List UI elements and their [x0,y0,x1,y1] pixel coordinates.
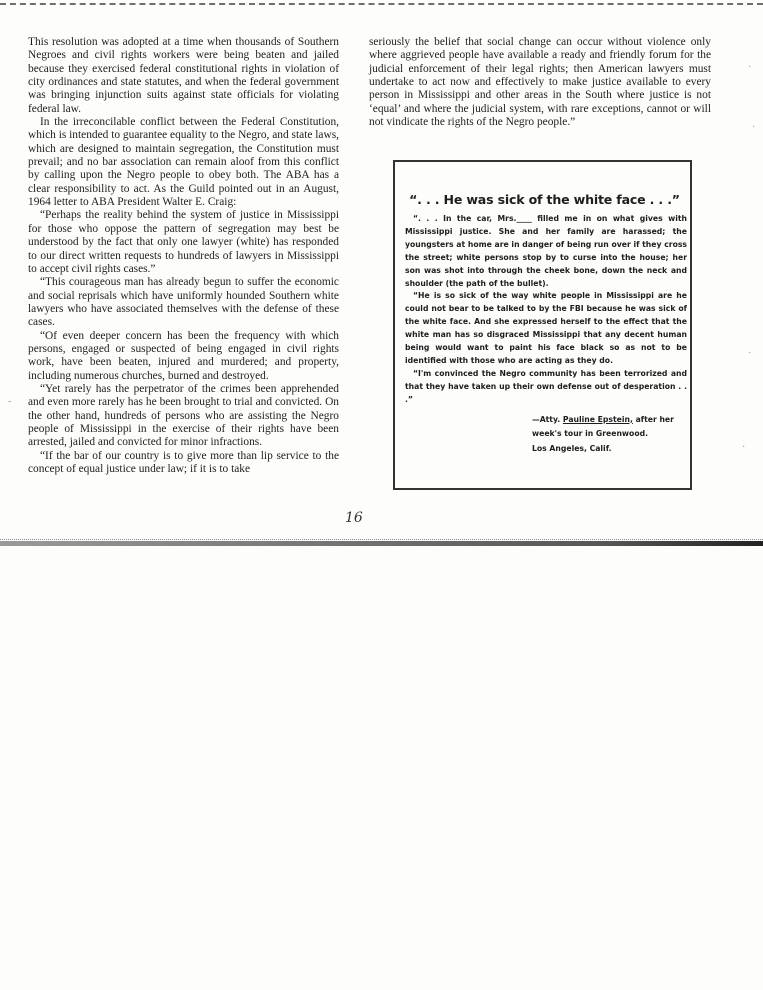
quote-paragraph: “. . . In the car, Mrs.____ filled me in on what gives with Mississippi justice. She and her family are harassed; the youngsters at home are in danger of being run over if they cross the street; white persons stop by to curse into the house; her son was shot into through the cheek bone, down the neck and shoulder (the path of the bullet). [405,214,687,288]
paragraph: “If the bar of our country is to give more than lip service to the concept of equal justice under law; if it is to take [28,449,339,475]
page-number: 16 [345,510,363,526]
paragraph: This resolution was adopted at a time when thousands of Southern Negroes and civil rights workers were being beaten and jailed because they exercised federal constitutional rights in violation of city ordinances and state statutes, and when the federal government was bringing injunction suits against state officials for violating federal law. [28,36,339,115]
attribution-line-1 [532,413,688,428]
scan-speck: · [742,442,746,453]
quote-box-heading: “. . . He was sick of the white face . . .” [409,192,680,207]
scan-speck: - [8,396,12,407]
paragraph: “Of even deeper concern has been the frequency with which persons, engaged or suspected of being engaged in civil rights work, have been beaten, injured and murdered; and property, including numerous churches, burned and destroyed. [28,329,339,382]
attribution-line-3: Los Angeles, Calif. [532,443,612,453]
paragraph: seriously the belief that social change can occur without violence only where aggrieved people have available a ready and friendly forum for the judicial enforcement of their legal rights; then American lawyers must undertake to act now and effectively to make justice available to every person in Mississippi and other areas in the South where justice is not ‘equal’ and where the judicial system, with rare exceptions, cannot or will not vindicate the rights of the Negro people.” [369,36,711,129]
quote-paragraph: “He is so sick of the way white people in Mississippi are he could not bear to be talked to by the FBI because he was sick of the white face. And she expressed herself to the effect that the white man has so disgraced Mississippi that any decent human being would want to paint his face black so as not to be identified with those who are acting as they do. [405,291,687,365]
paragraph: “Yet rarely has the perpetrator of the crimes been apprehended and even more rarely has he been brought to trial and convicted. On the other hand, hundreds of persons who are assisting the Negro people of Mississippi in the exercise of their rights have been arrested, jailed and convicted for minor infractions. [28,382,339,449]
scan-speck: · [748,62,752,73]
attribution-name: Pauline Epstein, [562,414,633,424]
paragraph: “This courageous man has already begun to suffer the economic and social reprisals which have uniformly hounded Southern white lawyers who have associated themselves with the defense of these cases. [28,276,339,329]
quote-attribution [532,413,688,457]
quote-box-body [401,213,688,407]
bottom-rule [0,541,763,546]
attribution-prefix: —Atty. [532,414,561,424]
left-column [28,36,339,476]
quote-paragraph: “I'm convinced the Negro community has been terrorized and that they have taken up their own defense out of desperation . . .” [405,368,687,404]
bottom-rule-dotted [0,539,763,540]
scan-speck: · [752,122,756,133]
right-column [369,36,711,129]
attribution-line-2: week's tour in Greenwood. [532,429,649,439]
top-rule [0,3,763,5]
quote-box [393,160,692,490]
attribution-after: after her [635,414,674,424]
paragraph: In the irreconcilable conflict between the Federal Constitution, which is intended to guarantee equality to the Negro, and state laws, which are designed to maintain segregation, the Constitution must prevail; and no bar association can remain aloof from this conflict by calling upon the Negro people to obey both. The ABA has a clear responsibility to act. As the Guild pointed out in an August, 1964 letter to ABA President Walter E. Craig: [28,116,339,209]
paragraph: “Perhaps the reality behind the system of justice in Mississippi for those who oppose the pattern of segregation may best be understood by the fact that only one lawyer (white) has responded to our direct written requests to hundreds of lawyers in Mississippi to accept civil rights cases.” [28,209,339,275]
scan-speck: · [748,348,752,359]
